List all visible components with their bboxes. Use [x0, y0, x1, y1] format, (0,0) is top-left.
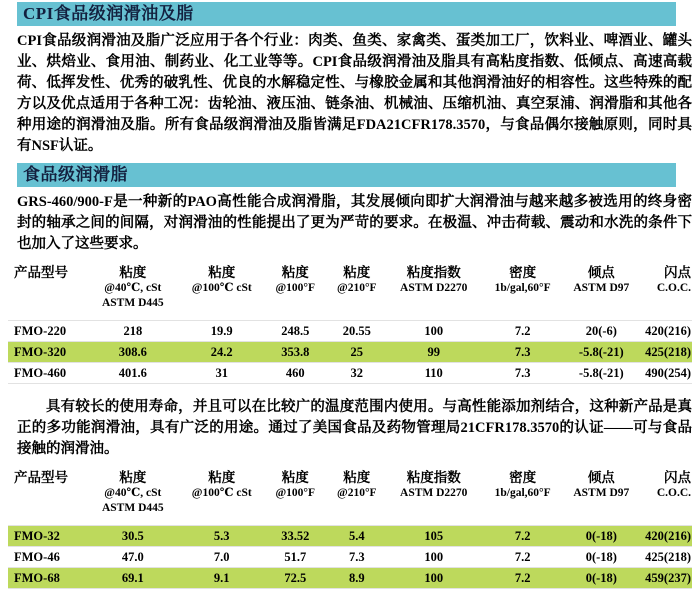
section2-header-bar: [17, 163, 676, 187]
table-row-fmo-460: [8, 363, 692, 384]
col-header-viscosity-100c: 粘度 @100℃ cSt: [191, 265, 252, 294]
col-header-viscosity-100f: 粘度 @100°F: [275, 265, 316, 294]
cell-value: 32: [350, 366, 364, 380]
col-header-viscosity-40c: 粘度 @40℃, cSt ASTM D445: [101, 470, 164, 514]
col-header-density: 密度 1b/gal,60°F: [494, 265, 551, 294]
oil-spec-table-2: [8, 466, 692, 589]
cell-value: 5.4: [348, 529, 365, 543]
cell-value: 353.8: [281, 345, 310, 359]
col-header-viscosity-40c: 粘度 @40℃, cSt ASTM D445: [101, 265, 164, 309]
cell-model: FMO-46: [14, 550, 60, 564]
cell-value: 8.9: [348, 571, 365, 585]
col-header-density: 密度 1b/gal,60°F: [494, 470, 551, 499]
cell-value: 47.0: [121, 550, 144, 564]
section2-paragraph: GRS-460/900-F是一种新的PAO高性能合成润滑脂，其发展倾向即扩大润滑油与越来越多被选用的终身密封的轴承之间的间隔，对润滑油的性能提出了更为严苛的要求。在极温、冲击荷载、震动和水洗的条件下也加入了这些要求。: [17, 194, 692, 252]
table-row-fmo-320: [8, 342, 692, 363]
oil-spec-table-1: [8, 261, 692, 384]
cell-value: 7.3: [514, 366, 531, 380]
cell-value: 33.52: [281, 529, 310, 543]
table-row-fmo-46: [8, 547, 692, 568]
cell-value: 7.2: [514, 550, 531, 564]
col-header-model: 产品型号: [14, 470, 68, 485]
col-header-flash-point: 闪点 C.O.C.: [656, 470, 691, 499]
cell-model: FMO-68: [14, 571, 60, 585]
table-row-fmo-32: [8, 526, 692, 547]
cell-value: 105: [424, 529, 444, 543]
table-row-fmo-68: [8, 568, 692, 589]
cell-value: 425(218): [645, 550, 691, 564]
cell-value: 459(237): [645, 571, 691, 585]
col-header-pour-point: 倾点 ASTM D97: [573, 265, 630, 294]
cell-value: -5.8(-21): [578, 345, 624, 359]
cell-value: 308.6: [118, 345, 147, 359]
cell-model: FMO-460: [14, 366, 67, 380]
table-row-fmo-220: [8, 321, 692, 342]
cell-value: 425(218): [645, 345, 691, 359]
cell-value: -5.8(-21): [578, 366, 624, 380]
cell-value: 218: [123, 324, 143, 338]
col-header-viscosity-210f: 粘度 @210°F: [337, 470, 377, 499]
cell-value: 0(-18): [585, 550, 617, 564]
cell-model: FMO-320: [14, 345, 67, 359]
cell-value: 100: [424, 550, 444, 564]
section2-title: 食品级润滑脂: [23, 165, 128, 184]
col-header-viscosity-210f: 粘度 @210°F: [337, 265, 377, 294]
cell-value: 9.1: [213, 571, 230, 585]
paragraph3: 具有较长的使用寿命，并且可以在比较广的温度范围内使用。与高性能添加剂结合，这种新产品是真正的多功能润滑油，具有广泛的用途。通过了美国食品及药物管理局21CFR178.3570的认证——可与食品接触的润滑油。: [17, 399, 692, 457]
section1-paragraph: CPI食品级润滑油及脂广泛应用于各个行业：肉类、鱼类、家禽类、蛋类加工厂，饮料业、啤酒业、罐头业、烘焙业、食用油、制药业、化工业等等。CPI食品级润滑油及脂具有高粘度指数、低倾点、高速高载荷、低挥发性、优秀的破乳性、优良的水解稳定性、与橡胶金属和其他润滑油好的相容性。这些特殊的配方以及优点适用于各种工况：齿轮油、液压油、链条油、机械油、压缩机油、真空泵浦、润滑脂和其他各种用途的润滑油及脂。所有食品级润滑油及脂皆满足FDA21CFR178.3570，与食品偶尔接触原则，同时具有NSF认证。: [17, 33, 692, 154]
cell-value: 420(216): [645, 529, 691, 543]
cell-value: 24.2: [210, 345, 233, 359]
col-header-flash-point: 闪点 C.O.C.: [656, 265, 691, 294]
col-header-viscosity-100f: 粘度 @100°F: [275, 470, 316, 499]
table1-header-row: [8, 261, 692, 321]
cell-value: 490(254): [645, 366, 691, 380]
cell-value: 100: [424, 324, 444, 338]
cell-value: 20(-6): [585, 324, 617, 338]
cell-value: 7.3: [514, 345, 531, 359]
cell-value: 30.5: [121, 529, 144, 543]
cell-model: FMO-220: [14, 324, 67, 338]
col-header-pour-point: 倾点 ASTM D97: [573, 470, 630, 499]
section1-header-bar: [17, 2, 676, 26]
cell-value: 100: [424, 571, 444, 585]
cell-value: 248.5: [281, 324, 310, 338]
cell-value: 51.7: [284, 550, 307, 564]
cell-value: 25: [350, 345, 364, 359]
section1-title: CPI食品级润滑油及脂: [23, 4, 194, 23]
col-header-model: 产品型号: [14, 265, 68, 280]
col-header-viscosity-100c: 粘度 @100℃ cSt: [191, 470, 252, 499]
cell-value: 0(-18): [585, 571, 617, 585]
cell-value: 99: [427, 345, 440, 359]
cell-model: FMO-32: [14, 529, 60, 543]
col-header-viscosity-index: 粘度指数 ASTM D2270: [400, 265, 468, 294]
cell-value: 7.2: [514, 571, 531, 585]
cell-value: 7.3: [348, 550, 365, 564]
cell-value: 401.6: [118, 366, 147, 380]
table2-header-row: [8, 466, 692, 526]
cell-value: 20.55: [342, 324, 371, 338]
cell-value: 7.0: [213, 550, 230, 564]
cell-value: 69.1: [121, 571, 144, 585]
cell-value: 5.3: [213, 529, 230, 543]
cell-value: 19.9: [210, 324, 233, 338]
cell-value: 0(-18): [585, 529, 617, 543]
cell-value: 72.5: [284, 571, 307, 585]
cell-value: 110: [424, 366, 443, 380]
cell-value: 460: [285, 366, 305, 380]
cell-value: 7.2: [514, 529, 531, 543]
col-header-viscosity-index: 粘度指数 ASTM D2270: [400, 470, 468, 499]
cell-value: 420(216): [645, 324, 691, 338]
cell-value: 7.2: [514, 324, 531, 338]
cell-value: 31: [215, 366, 228, 380]
spacer: [8, 384, 692, 392]
